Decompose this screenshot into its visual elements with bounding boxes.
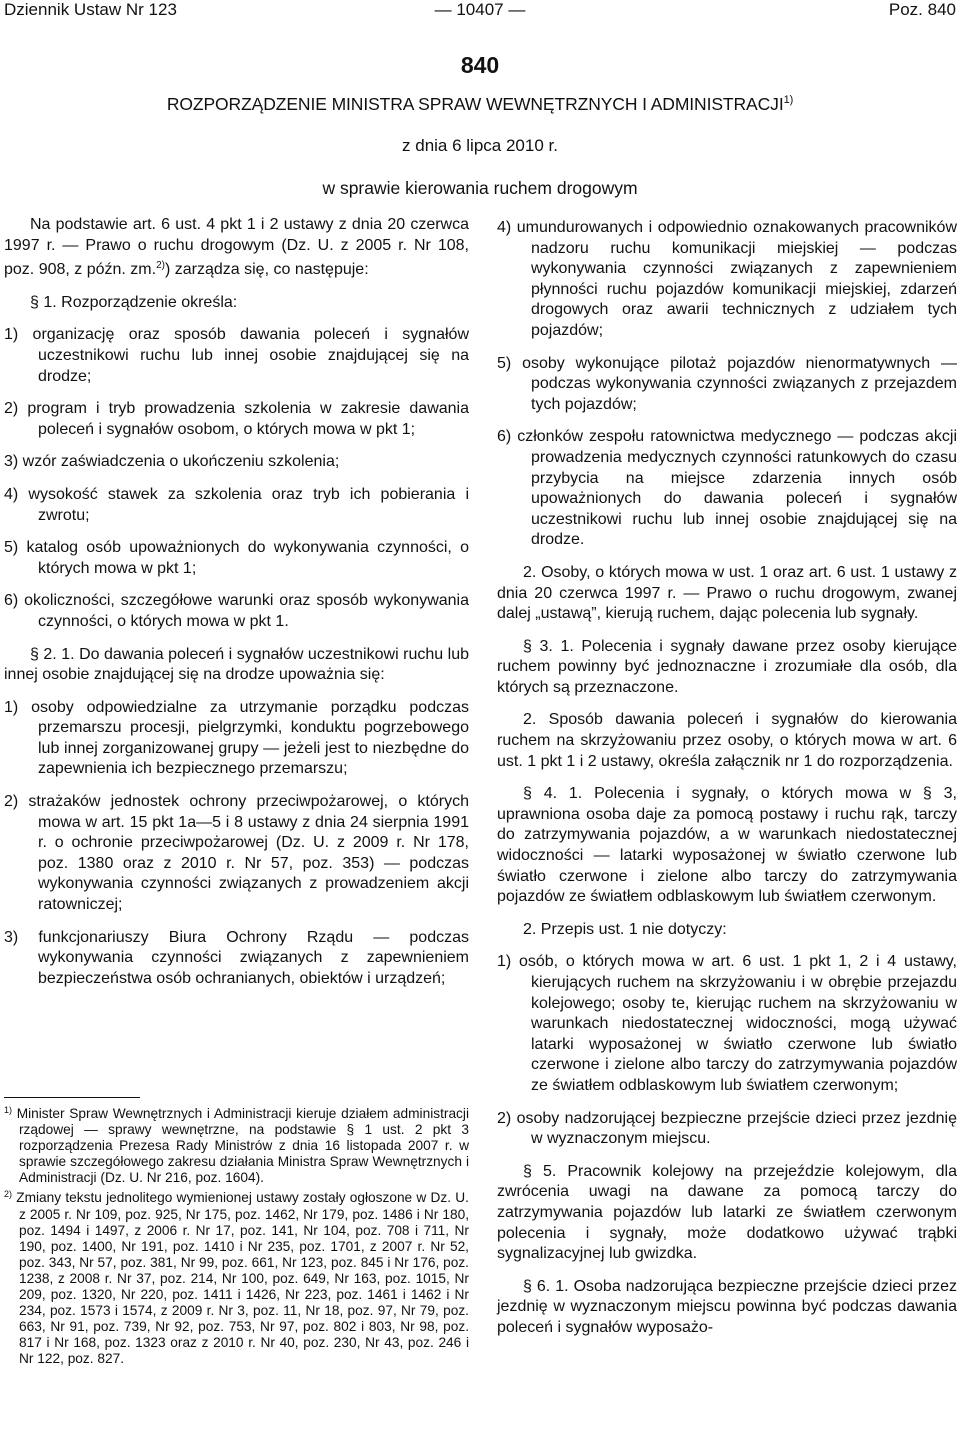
footnote-text: Zmiany tekstu jednolitego wymienionej ustawy zostały ogłoszone w Dz. U. z 2005 r. Nr 109, poz. 925, Nr 175, poz. 1462, Nr 179, poz. 1486 i Nr 180, poz. 1494 i 1497, z 2006 r. Nr 17, poz. 141, Nr 104, poz. 708 i 711, Nr 190, poz. 1400, Nr 191, poz. 1410 i Nr 235, poz. 1701, z 2007 r. Nr 52, poz. 343, Nr 57, poz. 381, Nr 99, poz. 661, Nr 123, poz. 845 i Nr 176, poz. 1238, z 2008 r. Nr 37, poz. 214, Nr 100, poz. 649, Nr 163, poz. 1015, Nr 209, poz. 1320, Nr 220, poz. 1411 i 1426, Nr 223, poz. 1461 i 1462 i Nr 234, poz. 1573 i 1574, z 2009 r. Nr 3, poz. 11, Nr 18, poz. 97, Nr 79, poz. 663, Nr 91, poz. 739, Nr 92, poz. 753, Nr 97, poz. 802 i 803, Nr 98, poz. 817 i Nr 168, poz. 1323 oraz z 2010 r. Nr 40, poz. 230, Nr 43, poz. 246 i Nr 122, poz. 827.: [16, 1190, 469, 1367]
paragraph-2: § 2. 1. Do dawania poleceń i sygnałów uczestnikowi ruchu lub innej osobie znajdującej się na drodze upoważnia się:: [4, 645, 469, 684]
footnote-ref: 1): [783, 94, 794, 106]
footnote-mark: 1): [4, 1105, 13, 1115]
act-subject: w sprawie kierowania ruchem drogowym: [322, 178, 638, 198]
footnote-ref: 2): [156, 260, 165, 272]
list-item: 2) program i tryb prowadzenia szkolenia w zakresie dawania poleceń i sygnałów osobom, o których mowa w pkt 1;: [4, 400, 469, 438]
list-item: 5) katalog osób upoważnionych do wykonywania czynności, o których mowa w pkt 1;: [4, 539, 469, 577]
list-item: 4) umundurowanych i odpowiednio oznakowanych pracowników nadzoru ruchu komunikacji miejskiej — podczas wykonywania czynności związanych z zapewnieniem płynności ruchu pojazdów komunikacji miejskiej, zdarzeń drogowych oraz awarii technicznych z udziałem tych pojazdów;: [497, 219, 957, 339]
footnote-1: [4, 1102, 469, 1186]
preamble-text-end: ) zarządza się, co następuje:: [164, 261, 369, 279]
list-item: 1) osoby odpowiedzialne za utrzymanie porządku podczas przemarszu procesji, pielgrzymki, konduktu pogrzebowego lub innej zorganizowanej grupy — jeżeli jest to niezbędne do zapewnienia ich bezpiecznego przemarszu;: [4, 698, 469, 778]
paragraph-1: § 1. Rozporządzenie określa:: [30, 293, 238, 311]
left-column: [4, 215, 469, 1001]
list-item: 2) osoby nadzorującej bezpieczne przejście dzieci przez jezdnię w wyznaczonym miejscu.: [497, 1109, 957, 1148]
list-item: 4) wysokość stawek za szkolenia oraz tryb ich pobierania i zwrotu;: [4, 485, 469, 524]
footnote-divider: [4, 1097, 140, 1098]
act-date: z dnia 6 lipca 2010 r.: [402, 136, 558, 155]
paragraph-4-2: 2. Przepis ust. 1 nie dotyczy:: [523, 920, 727, 938]
list-item: 6) członków zespołu ratownictwa medycznego — podczas akcji prowadzenia medycznych czynności ratunkowych do czasu przybycia na miejsce zdarzenia innych osób upoważnionych do dawania poleceń i sygnałów uczestnikowi ruchu lub innej osobie znajdującej się na drodze.: [497, 428, 957, 549]
list-item: 6) okoliczności, szczegółowe warunki oraz sposób wykonywania czynności, o których mowa w pkt 1.: [4, 592, 469, 630]
page-number: — 10407 —: [434, 0, 526, 19]
preamble-text: Na podstawie art. 6 ust. 4 pkt 1 i 2 ustawy z dnia 20 czerwca 1997 r. — Prawo o ruchu drogowym (Dz. U. z 2005 r. Nr 108, poz. 908, z późn. zm.: [4, 216, 469, 279]
journal-name: Dziennik Ustaw Nr 123: [4, 0, 177, 19]
right-column: [497, 218, 957, 1351]
preamble: [4, 215, 469, 281]
footnote-2: [4, 1186, 469, 1367]
list-item: 2) strażaków jednostek ochrony przeciwpożarowej, o których mowa w art. 15 pkt 1a—5 i 8 ustawy z dnia 24 sierpnia 1991 r. o ochronie przeciwpożarowej (Dz. U. z 2009 r. Nr 178, poz. 1380 oraz z 2010 r. Nr 57, poz. 353) — podczas wykonywania czynności związanych z prowadzeniem akcji ratowniczej;: [4, 793, 469, 914]
footnotes: [4, 1097, 469, 1368]
paragraph-3-1: § 3. 1. Polecenia i sygnały dawane przez osoby kierujące ruchem powinny być jednoznaczne i zrozumiałe dla osób, dla których są przeznaczone.: [497, 637, 957, 696]
list-item: 1) osób, o których mowa w art. 6 ust. 1 pkt 1, 2 i 4 ustawy, kierujących ruchem na skrzyżowaniu i w obrębie przejazdu kolejowego; osoby te, kierując ruchem na skrzyżowaniu w warunkach niedostatecznej widoczności, mogą używać latarki wyposażonej w światło czerwone lub światło czerwone i zielone albo tarczy do zatrzymywania pojazdów ze światłem odblaskowym lub światłem czerwonym;: [497, 953, 957, 1094]
act-title-text: ROZPORZĄDZENIE MINISTRA SPRAW WEWNĘTRZNYCH I ADMINISTRACJI: [166, 94, 784, 114]
list-item: 3) wzór zaświadczenia o ukończeniu szkolenia;: [4, 453, 340, 471]
position-number: Poz. 840: [888, 0, 956, 19]
paragraph-2-2: 2. Osoby, o których mowa w ust. 1 oraz art. 6 ust. 1 ustawy z dnia 20 czerwca 1997 r. — Prawo o ruchu drogowym, zwanej dalej „ustawą”, kierują ruchem, dając polecenia lub sygnały.: [497, 563, 957, 623]
list-item: 3) funkcjonariuszy Biura Ochrony Rządu — podczas wykonywania czynności związanych z zapewnieniem bezpieczeństwa osób ochranianych, obiektów i urządzeń;: [4, 928, 469, 987]
paragraph-5: § 5. Pracownik kolejowy na przejeździe kolejowym, dla zwrócenia uwagi na dawane za pomocą tarczy do zatrzymywania pojazdów lub latarki ze światłem czerwonym polecenia i sygnały, może dodatkowo używać trąbki sygnalizacyjnej lub gwizdka.: [497, 1162, 957, 1263]
list-item: 5) osoby wykonujące pilotaż pojazdów nienormatywnych — podczas wykonywania czynności związanych z przejazdem tych pojazdów;: [497, 354, 957, 413]
footnote-text: Minister Spraw Wewnętrznych i Administracji kieruje działem administracji rządowej — sprawy wewnętrzne, na podstawie § 1 ust. 2 pkt 3 rozporządzenia Prezesa Rady Ministrów z dnia 16 listopada 2007 r. w sprawie szczegółowego zakresu działania Ministra Spraw Wewnętrznych i Administracji (Dz. U. Nr 216, poz. 1604).: [16, 1106, 469, 1186]
paragraph-6: § 6. 1. Osoba nadzorująca bezpieczne przejście dzieci przez jezdnię w wyznaczonym miejscu powinna być podczas dawania poleceń i sygnałów wyposażo-: [497, 1277, 957, 1336]
paragraph-3-2: 2. Sposób dawania poleceń i sygnałów do kierowania ruchem na skrzyżowaniu przez osoby, o których mowa w art. 6 ust. 1 pkt 1 i 2 ustawy, określa załącznik nr 1 do rozporządzenia.: [497, 711, 957, 770]
footnote-mark: 2): [4, 1189, 13, 1200]
paragraph-4-1: § 4. 1. Polecenia i sygnały, o których mowa w § 3, uprawniona osoba daje za pomocą postawy i ruchu rąk, tarczy do zatrzymywania pojazdów, a w warunkach niedostatecznej widoczności — latarki wyposażonej w światło czerwone lub światło czerwone i zielone albo tarczy do zatrzymywania pojazdów ze światłem odblaskowym lub światłem czerwonym.: [497, 785, 957, 906]
list-item: 1) organizację oraz sposób dawania poleceń i sygnałów uczestnikowi ruchu lub innej osobie znajdującej się na drodze;: [4, 326, 469, 385]
page-header: [0, 0, 960, 20]
act-number: 840: [460, 52, 500, 78]
act-title: [0, 94, 960, 115]
